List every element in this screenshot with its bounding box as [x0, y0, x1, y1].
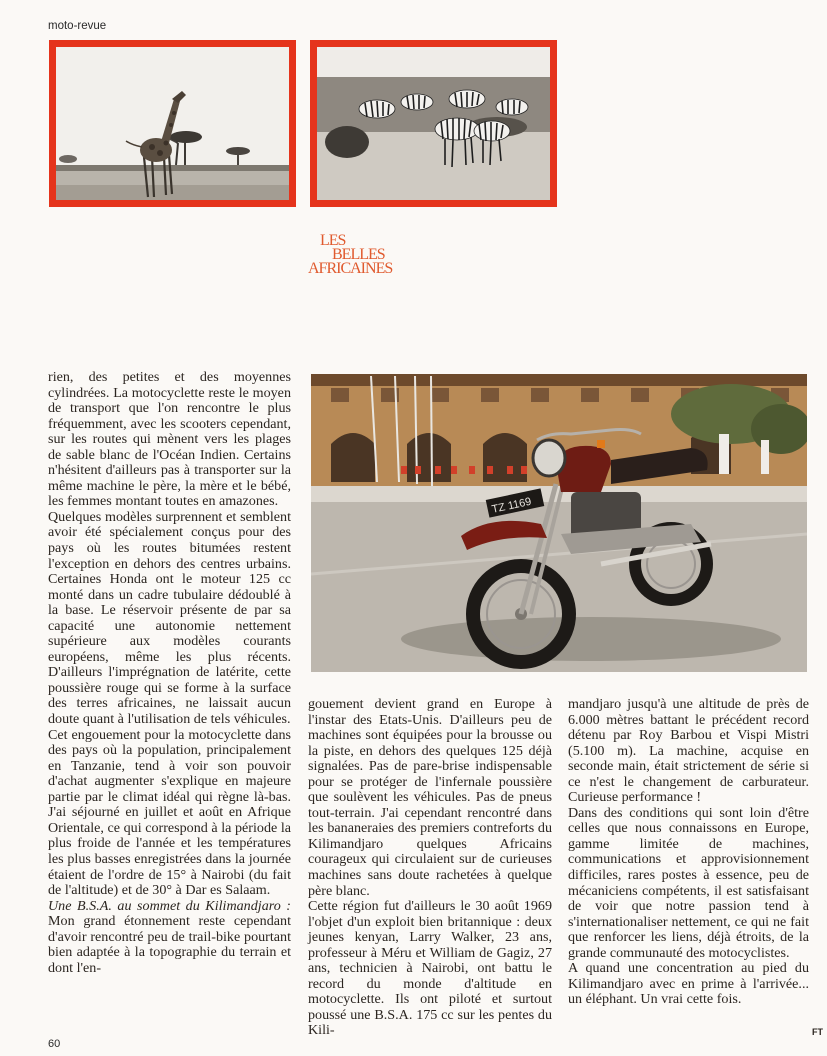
paragraph: Quelques modèles surprennent et semblent avoir été spécialement conçus pour des pays où les routes bitumées restent l'exception en dehors des centres urbains. Certaines Honda ont le moteur 125 cc monté dans un cadre tubulaire dédoublé à la base. Le réservoir présente de par sa capacité une autonomie nettement supérieure aux modèles courants européens, même les plus récents. D'ailleurs l'imprégnation de latérite, cette poussière rouge qui se forme à la surface des terres africaines, ne laissait aucun doute quant à l'utilisation de tels véhicules.	[48, 508, 291, 728]
paragraph: mandjaro jusqu'à une altitude de près de 6.000 mètres battant le précédent record détenu par Roy Barbou et Vispi Mistri (5.100 m). La machine, acquise en seconde main, était strictement de série si ce n'est le changement de carburateur. Curieuse performance !	[568, 696, 809, 806]
title-line-2: BELLES	[332, 246, 385, 263]
paragraph: A quand une concentration au pied du Kilimandjaro avec en prime à l'arrivée... un éléphant. Un vrai cette fois.	[568, 960, 809, 1008]
paragraph: Dans des conditions qui sont loin d'être celles que nous connaissons en Europe, gamme limitée de machines, communications et approvisionnement difficiles, rares postes à essence, peu de mécaniciens compétents, il est satisfaisant de voir que notre passion tend à s'internationaliser nettement, ce qui ne fait que renforcer les liens, déjà étroits, de la grande communauté des motocyclistes.	[568, 804, 809, 961]
title-line-1: LES	[320, 232, 346, 249]
text-column-2	[308, 697, 552, 1039]
giraffe-photo-frame	[49, 40, 296, 207]
paragraph: Cet engouement pour la motocyclette dans des pays où la population, principalement en Tanzanie, tend à voir son pouvoir d'achat augmenter s'explique en majeure partie par le climat idéal qui règne là-bas. J'ai séjourné en juillet et août en Afrique Orientale, ce qui correspond à la période la plus froide de l'année et les températures les plus basses enregistrées dans la journée étaient de l'ordre de 15° à Nairobi (du fait de l'altitude) et de 30° à Dar es Salaam.	[48, 726, 291, 899]
paragraph: Cette région fut d'ailleurs le 30 août 1969 l'objet d'un exploit bien britannique : deux jeunes kenyan, Larry Walker, 23 ans, professeur à Méru et William de Gagiz, 27 ans, technicien à Nairobi, ont battu le record du monde d'altitude en motocyclette. Ils ont piloté et surtout poussé une B.S.A. 175 cc sur les pentes du Kili-	[308, 898, 552, 1039]
title-line-3: AFRICAINES	[308, 260, 393, 277]
paragraph	[48, 899, 291, 977]
zebra-photo-frame	[310, 40, 557, 207]
article-title	[306, 233, 416, 279]
continued-mark: FT	[812, 1027, 823, 1037]
giraffe-photo	[56, 47, 289, 200]
page-number: 60	[48, 1038, 61, 1050]
text-column-1	[48, 370, 291, 976]
text-column-3	[568, 697, 809, 1008]
paragraph: rien, des petites et des moyennes cylindrées. La motocyclette reste le moyen de transport que l'on rencontre le plus fréquemment, avec les scooters cependant, sur les routes qui mènent vers les plages de sable blanc de l'Océan Indien. Certains n'hésitent d'ailleurs pas à transporter sur la même machine le père, la mère et le bébé, les femmes montant toutes en amazones.	[48, 369, 291, 510]
paragraph: gouement devient grand en Europe à l'instar des Etats-Unis. D'ailleurs peu de machines sont équipées pour la brousse ou la piste, en dehors des quelques 125 déjà signalées. Pas de pare-brise indispensable pour se protéger de l'infernale poussière que soulèvent les véhicules. Pas de pneus tout-terrain. J'ai cependant rencontré dans les bananeraies des premiers contreforts du Kilimandjaro quelques Africains courageux qui circulaient sur de curieuses machines sans doute rachetées à quelque père blanc.	[308, 696, 552, 899]
motorcycle-photo	[311, 374, 807, 672]
zebra-photo	[317, 47, 550, 200]
subheading: Une B.S.A. au sommet du Kilimandjaro :	[48, 897, 291, 914]
magazine-header: moto-revue	[48, 20, 107, 32]
license-plate: TZ 1169	[490, 495, 533, 516]
paragraph-text: Mon grand étonnement reste cependant d'avoir rencontré peu de trail-bike pourtant bien adaptée à la topographie du terrain et dont l'en-	[48, 913, 291, 976]
